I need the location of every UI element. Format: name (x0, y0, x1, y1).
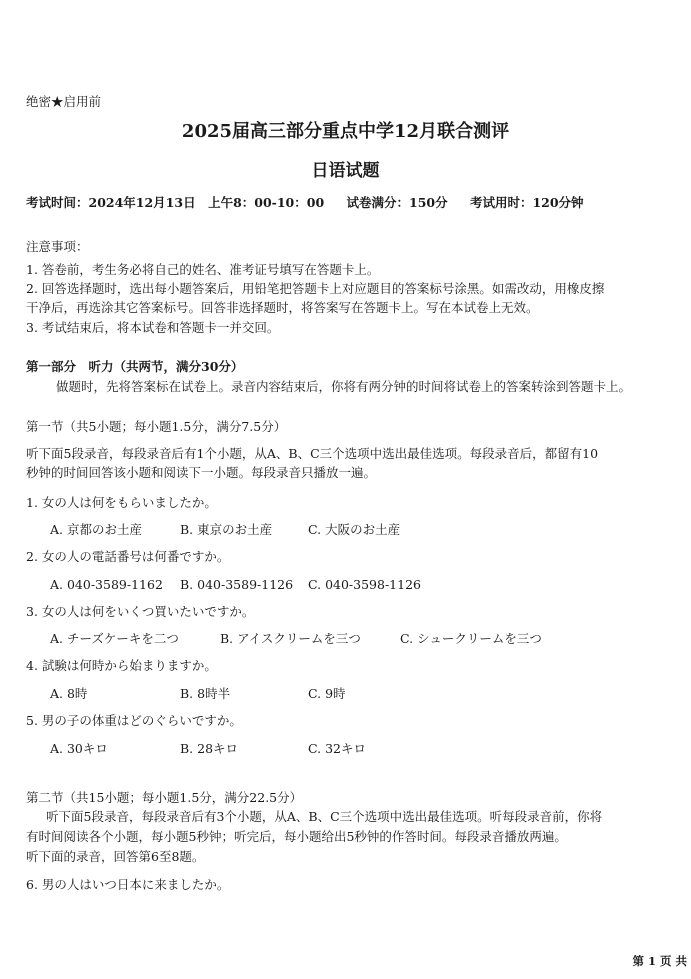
question-3-options (50, 631, 542, 647)
option-c: C. 32キロ (308, 741, 366, 756)
section2-desc-cont: 有时间阅读各个小题，每小题5秒钟；听完后，每小题给出5秒钟的作答时间。每段录音播放两遍。 (26, 829, 567, 844)
option-b: B. アイスクリームを三つ (220, 631, 361, 646)
option-c: C. 大阪のお土産 (308, 522, 401, 537)
part1-desc: 做题时，先将答案标在试卷上。录音内容结束后，你将有两分钟的时间将试卷上的答案转涂到答题卡上。 (56, 379, 632, 394)
section2-instruction: 听下面的录音，回答第6至8题。 (26, 849, 205, 864)
question-5-options (50, 741, 366, 757)
section2-title: 第二节（共15小题；每小题1.5分，满分22.5分） (26, 790, 303, 805)
section1-desc: 听下面5段录音，每段录音后有1个小题，从A、B、C三个选项中选出最佳选项。每段录音后，都留有10 (26, 446, 599, 461)
option-b: B. 040-3589-1126 (180, 577, 294, 592)
question-6: 6. 男の人はいつ日本に来ましたか。 (26, 877, 230, 892)
exam-title: 2025届高三部分重点中学12月联合测评 (181, 121, 510, 142)
notice-item-2-cont: 干净后，再选涂其它答案标号。回答非选择题时，将答案写在答题卡上。写在本试卷上无效。 (26, 300, 539, 315)
question-1-options (50, 522, 400, 538)
question-5: 5. 男の子の体重はどのぐらいですか。 (26, 713, 242, 728)
option-a: A. 30キロ (50, 741, 108, 756)
full-score: 试卷满分：150分 (346, 195, 448, 210)
question-3: 3. 女の人は何をいくつ買いたいですか。 (26, 604, 255, 619)
notice-item-2: 2. 回答选择题时，选出每小题答案后，用铅笔把答题卡上对应题目的答案标号涂黑。如需改动，用橡皮擦 (26, 281, 605, 296)
notice-item-3: 3. 考试结束后，将本试卷和答题卡一并交回。 (26, 320, 280, 335)
option-c: C. 040-3598-1126 (308, 577, 421, 592)
option-a: A. チーズケーキを二つ (50, 631, 179, 646)
question-4: 4. 試験は何時から始まりますか。 (26, 658, 217, 673)
question-2: 2. 女の人の電話番号は何番ですか。 (26, 549, 230, 564)
exam-time: 考试时间：2024年12月13日 上午8：00-10：00 (26, 195, 325, 210)
exam-subtitle: 日语试题 (311, 161, 380, 181)
part1-title: 第一部分 听力（共两节，满分30分） (26, 359, 244, 374)
section1-title: 第一节（共5小题；每小题1.5分，满分7.5分） (26, 419, 287, 434)
exam-duration: 考试用时：120分钟 (469, 195, 584, 210)
confidential-label: 绝密★启用前 (26, 94, 102, 109)
question-2-options (50, 577, 421, 593)
page-footer: 第 1 页 共 (632, 954, 687, 968)
option-b: B. 8時半 (180, 686, 231, 701)
option-c: C. シュークリームを三つ (400, 631, 542, 646)
section1-desc-cont: 秒钟的时间回答该小题和阅读下一小题。每段录音只播放一遍。 (26, 465, 377, 480)
notice-title: 注意事项： (26, 239, 89, 254)
option-a: A. 8時 (50, 686, 88, 701)
question-1: 1. 女の人は何をもらいましたか。 (26, 495, 217, 510)
section2-desc: 听下面5段录音，每段录音后有3个小题，从A、B、C三个选项中选出最佳选项。听每段录音前，你将 (46, 809, 603, 824)
option-c: C. 9時 (308, 686, 346, 701)
option-a: A. 京都のお土産 (50, 522, 142, 537)
notice-item-1: 1. 答卷前，考生务必将自己的姓名、准考证号填写在答题卡上。 (26, 262, 380, 277)
option-b: B. 28キロ (180, 741, 239, 756)
option-b: B. 東京のお土産 (180, 522, 273, 537)
exam-meta (26, 195, 602, 211)
option-a: A. 040-3589-1162 (50, 577, 163, 592)
question-4-options (50, 686, 346, 702)
